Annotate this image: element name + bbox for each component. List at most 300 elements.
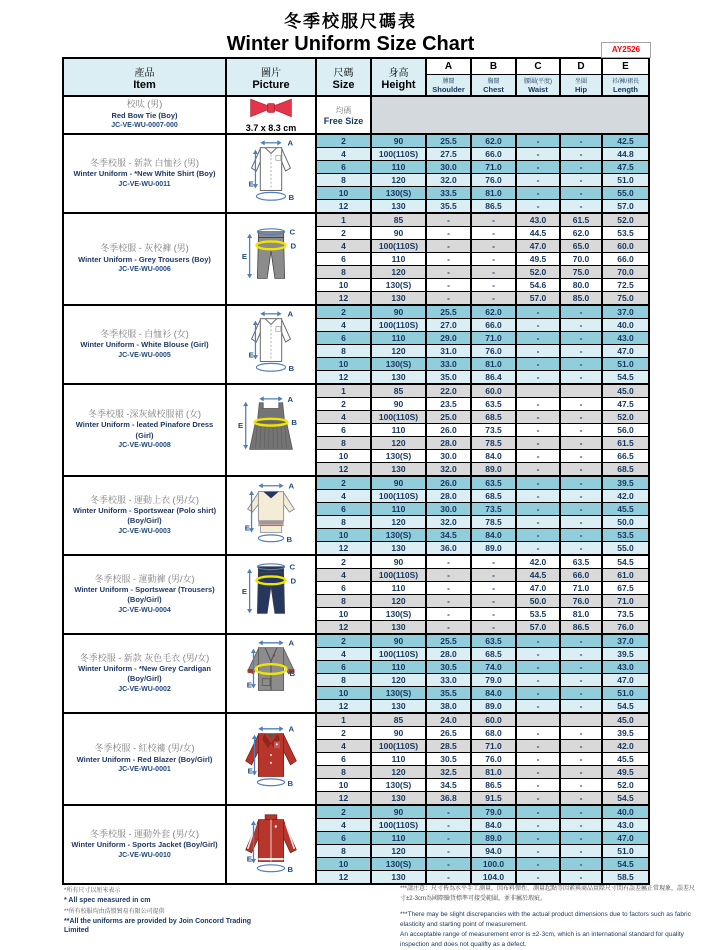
waist-cell: - (516, 792, 560, 806)
size-cell: 6 (316, 832, 371, 845)
waist-cell: 43.0 (516, 213, 560, 227)
svg-text:B: B (291, 418, 297, 427)
col-header-letter-d: D (560, 58, 602, 74)
item-name-en: Winter Uniform - Red Blazer (Boy/Girl) (66, 755, 223, 766)
item-code: JC-VE-WU-0002 (66, 685, 223, 696)
footnotes-left (64, 887, 294, 935)
waist-cell: 44.5 (516, 569, 560, 582)
waist-cell: - (516, 542, 560, 556)
size-cell: 10 (316, 279, 371, 292)
waist-cell: - (516, 490, 560, 503)
length-cell: 55.0 (602, 187, 649, 200)
height-cell: 130(S) (371, 450, 426, 463)
item-name-zh: 冬季校服 - 運動上衣 (男/女) (66, 494, 223, 506)
pinafore-illustration (226, 384, 316, 476)
chest-cell: 76.0 (471, 345, 516, 358)
waist-cell: - (516, 648, 560, 661)
hip-cell: - (560, 503, 602, 516)
chest-cell: - (471, 595, 516, 608)
length-cell: 56.0 (602, 424, 649, 437)
chest-cell: 84.0 (471, 819, 516, 832)
hip-cell: - (560, 490, 602, 503)
item-name-en: Winter Uniform - leated Pinafore Dress (Girl) (66, 420, 223, 441)
chest-cell: 86.5 (471, 200, 516, 214)
size-row (63, 134, 649, 148)
hip-cell: - (560, 819, 602, 832)
shoulder-cell: - (426, 240, 471, 253)
height-cell: 130(S) (371, 187, 426, 200)
chest-cell: - (471, 292, 516, 306)
chest-cell: 68.5 (471, 490, 516, 503)
size-cell: 2 (316, 305, 371, 319)
item-name-en: Winter Uniform - *New Grey Cardigan (Boy/Girl) (66, 664, 223, 685)
chest-cell: 63.5 (471, 398, 516, 411)
shoulder-cell: - (426, 608, 471, 621)
height-cell: 90 (371, 634, 426, 648)
length-cell: 47.0 (602, 674, 649, 687)
shoulder-cell: 25.0 (426, 411, 471, 424)
waist-cell: 50.0 (516, 595, 560, 608)
shoulder-cell: 26.0 (426, 476, 471, 490)
shoulder-cell: 28.5 (426, 740, 471, 753)
length-cell: 71.0 (602, 595, 649, 608)
hip-cell: - (560, 398, 602, 411)
chest-cell: 71.0 (471, 161, 516, 174)
chest-cell: 60.0 (471, 384, 516, 398)
size-cell: 10 (316, 450, 371, 463)
item-cell (63, 555, 226, 634)
item-name-en: Winter Uniform - White Blouse (Girl) (66, 340, 223, 351)
size-cell: 10 (316, 358, 371, 371)
waist-cell: 53.5 (516, 608, 560, 621)
size-cell: 10 (316, 858, 371, 871)
height-cell: 90 (371, 805, 426, 819)
waist-cell: - (516, 411, 560, 424)
waist-cell: - (516, 424, 560, 437)
size-cell: 2 (316, 476, 371, 490)
item-cell (63, 96, 226, 134)
hip-cell: - (560, 148, 602, 161)
col-picture-en: Picture (227, 79, 315, 91)
chest-cell: 63.5 (471, 634, 516, 648)
length-cell: 60.0 (602, 240, 649, 253)
col-header-hip: 坐圍 Hip (560, 74, 602, 96)
hip-cell: 63.5 (560, 555, 602, 569)
height-cell: 100(110S) (371, 240, 426, 253)
shoulder-cell: - (426, 292, 471, 306)
chest-cell: 100.0 (471, 858, 516, 871)
size-cell: 12 (316, 871, 371, 885)
shoulder-cell: - (426, 266, 471, 279)
waist-cell: - (516, 674, 560, 687)
shoulder-cell: 35.5 (426, 200, 471, 214)
waist-cell: - (516, 687, 560, 700)
hip-cell: - (560, 358, 602, 371)
height-cell: 90 (371, 134, 426, 148)
svg-text:E: E (248, 766, 253, 775)
size-cell: 8 (316, 845, 371, 858)
size-cell: 4 (316, 569, 371, 582)
height-cell: 130 (371, 200, 426, 214)
hip-cell: - (560, 845, 602, 858)
svg-text:A: A (289, 482, 295, 491)
size-cell: 8 (316, 674, 371, 687)
height-cell: 100(110S) (371, 490, 426, 503)
length-cell: 52.0 (602, 779, 649, 792)
length-cell: 76.0 (602, 621, 649, 635)
shirt-illustration (226, 134, 316, 213)
shoulder-cell: 32.0 (426, 516, 471, 529)
length-cell: 54.5 (602, 792, 649, 806)
hip-cell: 70.0 (560, 253, 602, 266)
svg-text:E: E (242, 587, 247, 596)
waist-cell: - (516, 437, 560, 450)
svg-text:D: D (290, 241, 296, 250)
chest-cell: 86.5 (471, 779, 516, 792)
item-cell (63, 713, 226, 805)
height-cell: 130 (371, 463, 426, 477)
item-code: JC-VE-WU-0010 (66, 851, 223, 862)
polo-illustration (226, 476, 316, 555)
size-cell: 8 (316, 345, 371, 358)
size-cell: 4 (316, 148, 371, 161)
height-cell: 110 (371, 161, 426, 174)
svg-text:D: D (290, 576, 296, 585)
length-cell: 52.0 (602, 411, 649, 424)
shoulder-cell: - (426, 819, 471, 832)
waist-cell: - (516, 845, 560, 858)
length-cell: 52.0 (602, 213, 649, 227)
length-cell: 45.5 (602, 753, 649, 766)
chest-cell: 81.0 (471, 358, 516, 371)
svg-text:E: E (245, 524, 250, 533)
chest-cell: 79.0 (471, 805, 516, 819)
hip-cell: - (560, 187, 602, 200)
length-cell: 47.0 (602, 345, 649, 358)
length-cell: 45.0 (602, 384, 649, 398)
hip-cell: - (560, 687, 602, 700)
chest-cell: - (471, 582, 516, 595)
hip-cell: - (560, 871, 602, 885)
length-cell: 54.5 (602, 371, 649, 385)
hip-cell: - (560, 792, 602, 806)
waist-cell: - (516, 805, 560, 819)
col-header-item (63, 58, 226, 96)
svg-text:A: A (288, 139, 294, 148)
shoulder-cell: - (426, 845, 471, 858)
picture-caption: 3.7 x 8.3 cm (227, 124, 315, 133)
svg-text:A: A (288, 310, 294, 319)
chest-cell: - (471, 555, 516, 569)
hip-cell: - (560, 319, 602, 332)
hip-cell: - (560, 634, 602, 648)
length-cell: 55.0 (602, 542, 649, 556)
size-cell: 10 (316, 529, 371, 542)
chest-cell: 91.5 (471, 792, 516, 806)
size-cell: 6 (316, 161, 371, 174)
height-cell: 130(S) (371, 279, 426, 292)
length-cell: 47.0 (602, 832, 649, 845)
svg-text:B: B (289, 193, 295, 202)
hip-cell: - (560, 332, 602, 345)
shoulder-cell: 28.0 (426, 490, 471, 503)
length-cell: 47.5 (602, 161, 649, 174)
shoulder-cell: 26.0 (426, 424, 471, 437)
hip-cell: - (560, 661, 602, 674)
waist-cell: - (516, 700, 560, 714)
size-cell: 10 (316, 608, 371, 621)
item-name-en: Winter Uniform - *New White Shirt (Boy) (66, 169, 223, 180)
item-code: JC-VE-WU-0005 (66, 351, 223, 362)
size-cell: 12 (316, 792, 371, 806)
chest-cell: 60.0 (471, 713, 516, 727)
chest-cell: 89.0 (471, 700, 516, 714)
chest-cell: - (471, 608, 516, 621)
col-height-en: Height (372, 79, 425, 91)
waist-cell (516, 713, 560, 727)
shoulder-cell: 33.0 (426, 358, 471, 371)
height-cell: 110 (371, 424, 426, 437)
chest-cell: 66.0 (471, 148, 516, 161)
waist-cell: 57.0 (516, 621, 560, 635)
length-cell: 61.0 (602, 569, 649, 582)
height-cell: 120 (371, 174, 426, 187)
chest-cell: 73.5 (471, 424, 516, 437)
free-size-cell: 均碼 Free Size (316, 96, 371, 134)
height-cell: 130(S) (371, 687, 426, 700)
shoulder-cell: 30.5 (426, 753, 471, 766)
footnote-tolerance-en1: ***There may be slight discrepancies with the actual product dimensions due to factors such as fabric elasticity and starting point of measurement. (400, 910, 695, 930)
waist-cell: - (516, 463, 560, 477)
shoulder-cell: 32.0 (426, 174, 471, 187)
item-cell (63, 213, 226, 305)
height-cell: 85 (371, 384, 426, 398)
height-cell: 130 (371, 700, 426, 714)
size-cell: 12 (316, 292, 371, 306)
hip-cell: 65.0 (560, 240, 602, 253)
length-cell: 66.5 (602, 450, 649, 463)
hip-cell: - (560, 476, 602, 490)
chest-cell: 71.0 (471, 332, 516, 345)
shoulder-cell: 34.5 (426, 529, 471, 542)
hip-cell: - (560, 200, 602, 214)
height-cell: 90 (371, 398, 426, 411)
svg-text:B: B (288, 865, 294, 874)
shoulder-cell: 25.5 (426, 305, 471, 319)
length-cell: 53.5 (602, 529, 649, 542)
length-cell: 42.5 (602, 134, 649, 148)
chest-cell: - (471, 569, 516, 582)
blouse-illustration (226, 305, 316, 384)
waist-cell: - (516, 858, 560, 871)
waist-cell: - (516, 779, 560, 792)
hip-cell: - (560, 766, 602, 779)
size-cell: 12 (316, 200, 371, 214)
chest-cell: - (471, 621, 516, 635)
size-cell: 10 (316, 687, 371, 700)
hip-cell: - (560, 305, 602, 319)
height-cell: 110 (371, 753, 426, 766)
length-cell: 39.5 (602, 727, 649, 740)
page-title-en: Winter Uniform Size Chart (0, 33, 701, 56)
height-cell: 85 (371, 213, 426, 227)
footnote-provider-zh: **所有校服均由浩盟貿易有限公司提供 (64, 908, 294, 917)
svg-text:E: E (247, 854, 252, 863)
shoulder-cell: 36.0 (426, 542, 471, 556)
length-cell: 39.5 (602, 648, 649, 661)
col-header-chest: 胸闊 Chest (471, 74, 516, 96)
waist-cell: - (516, 727, 560, 740)
footnote-tolerance-zh: ***請注意：尺寸皆為水平手工測量，因布料彈性、測量起點等因素與商品實際尺寸間有誤差屬正常現象，誤差尺寸±2-3cm為國際驗貨標準可接受範圍，並非屬於瑕疵。 (400, 885, 695, 904)
height-cell: 130(S) (371, 779, 426, 792)
table-header (63, 58, 649, 96)
waist-cell: - (516, 319, 560, 332)
waist-cell: - (516, 661, 560, 674)
chest-cell: 81.0 (471, 187, 516, 200)
height-cell: 120 (371, 266, 426, 279)
svg-text:B: B (288, 779, 294, 788)
shoulder-cell: 33.5 (426, 187, 471, 200)
waist-cell: 49.5 (516, 253, 560, 266)
footnotes (0, 885, 701, 945)
waist-cell: 54.6 (516, 279, 560, 292)
length-cell: 73.5 (602, 608, 649, 621)
height-cell: 100(110S) (371, 740, 426, 753)
chest-cell: 89.0 (471, 542, 516, 556)
size-cell: 10 (316, 779, 371, 792)
size-cell: 6 (316, 753, 371, 766)
free-size-row (63, 96, 649, 134)
waist-cell: - (516, 766, 560, 779)
size-cell: 6 (316, 503, 371, 516)
waist-cell: - (516, 819, 560, 832)
chest-cell: 66.0 (471, 319, 516, 332)
length-cell: 54.5 (602, 858, 649, 871)
hip-cell: - (560, 832, 602, 845)
shoulder-cell: - (426, 871, 471, 885)
svg-text:A: A (288, 394, 294, 403)
size-cell: 4 (316, 319, 371, 332)
item-name-zh: 冬季校服 - 白恤衫 (女) (66, 328, 223, 340)
size-cell: 2 (316, 398, 371, 411)
hip-cell: 85.0 (560, 292, 602, 306)
length-cell: 75.0 (602, 292, 649, 306)
hip-cell: - (560, 858, 602, 871)
hip-cell: - (560, 463, 602, 477)
length-cell: 45.5 (602, 503, 649, 516)
item-name-en: Winter Uniform - Sportswear (Trousers) (Boy/Girl) (66, 585, 223, 606)
size-cell: 6 (316, 424, 371, 437)
size-cell: 6 (316, 253, 371, 266)
length-cell: 43.0 (602, 819, 649, 832)
height-cell: 110 (371, 832, 426, 845)
shoulder-cell: 25.5 (426, 634, 471, 648)
length-cell: 68.5 (602, 463, 649, 477)
trousers-grey-illustration (226, 213, 316, 305)
shoulder-cell: 29.0 (426, 332, 471, 345)
footnotes-right (400, 885, 695, 950)
chest-cell: 78.5 (471, 437, 516, 450)
size-cell: 4 (316, 740, 371, 753)
col-item-en: Item (64, 79, 225, 91)
chest-cell: 68.0 (471, 727, 516, 740)
hip-cell: - (560, 134, 602, 148)
length-cell: 45.0 (602, 713, 649, 727)
height-cell: 130 (371, 621, 426, 635)
hip-cell: 62.0 (560, 227, 602, 240)
chest-cell: - (471, 279, 516, 292)
height-cell: 110 (371, 332, 426, 345)
length-cell: 42.0 (602, 740, 649, 753)
hip-cell: - (560, 529, 602, 542)
svg-text:C: C (289, 227, 295, 236)
waist-cell: - (516, 476, 560, 490)
hip-cell: - (560, 450, 602, 463)
size-cell: 12 (316, 463, 371, 477)
cardigan-illustration (226, 634, 316, 713)
footnote-cm-en: * All spec measured in cm (64, 896, 294, 905)
shoulder-cell: - (426, 832, 471, 845)
year-badge: AY2526 (601, 42, 651, 58)
hip-cell: - (560, 411, 602, 424)
length-cell: 54.5 (602, 700, 649, 714)
height-cell: 130(S) (371, 608, 426, 621)
size-cell: 8 (316, 766, 371, 779)
waist-cell: - (516, 529, 560, 542)
height-cell: 110 (371, 253, 426, 266)
size-cell: 8 (316, 595, 371, 608)
length-cell: 44.8 (602, 148, 649, 161)
hip-cell: 61.5 (560, 213, 602, 227)
col-header-picture (226, 58, 316, 96)
jacket-illustration (226, 805, 316, 884)
chest-cell: - (471, 266, 516, 279)
waist-cell: - (516, 740, 560, 753)
hip-cell: 76.0 (560, 595, 602, 608)
shoulder-cell: 34.5 (426, 779, 471, 792)
shoulder-cell: 31.0 (426, 345, 471, 358)
shoulder-cell: 33.0 (426, 674, 471, 687)
size-cell: 2 (316, 727, 371, 740)
waist-cell: - (516, 398, 560, 411)
size-cell: 10 (316, 187, 371, 200)
shoulder-cell: - (426, 858, 471, 871)
size-row (63, 305, 649, 319)
col-header-waist: 腰圍(平度) Waist (516, 74, 560, 96)
shoulder-cell: 30.0 (426, 161, 471, 174)
size-cell: 2 (316, 134, 371, 148)
size-cell: 12 (316, 621, 371, 635)
length-cell: 40.0 (602, 319, 649, 332)
size-cell: 4 (316, 819, 371, 832)
svg-text:B: B (289, 669, 295, 678)
shoulder-cell: 32.5 (426, 766, 471, 779)
item-cell (63, 134, 226, 213)
length-cell: 51.0 (602, 845, 649, 858)
col-header-length: 衫/褲/裙長 Length (602, 74, 649, 96)
chest-cell: - (471, 253, 516, 266)
height-cell: 100(110S) (371, 569, 426, 582)
height-cell: 130(S) (371, 529, 426, 542)
size-cell: 2 (316, 634, 371, 648)
length-cell: 66.0 (602, 253, 649, 266)
item-cell (63, 805, 226, 884)
shoulder-cell: 30.5 (426, 661, 471, 674)
chest-cell: 76.0 (471, 174, 516, 187)
col-header-shoulder: 膊闊 Shoulder (426, 74, 471, 96)
size-cell: 4 (316, 411, 371, 424)
height-cell: 90 (371, 555, 426, 569)
